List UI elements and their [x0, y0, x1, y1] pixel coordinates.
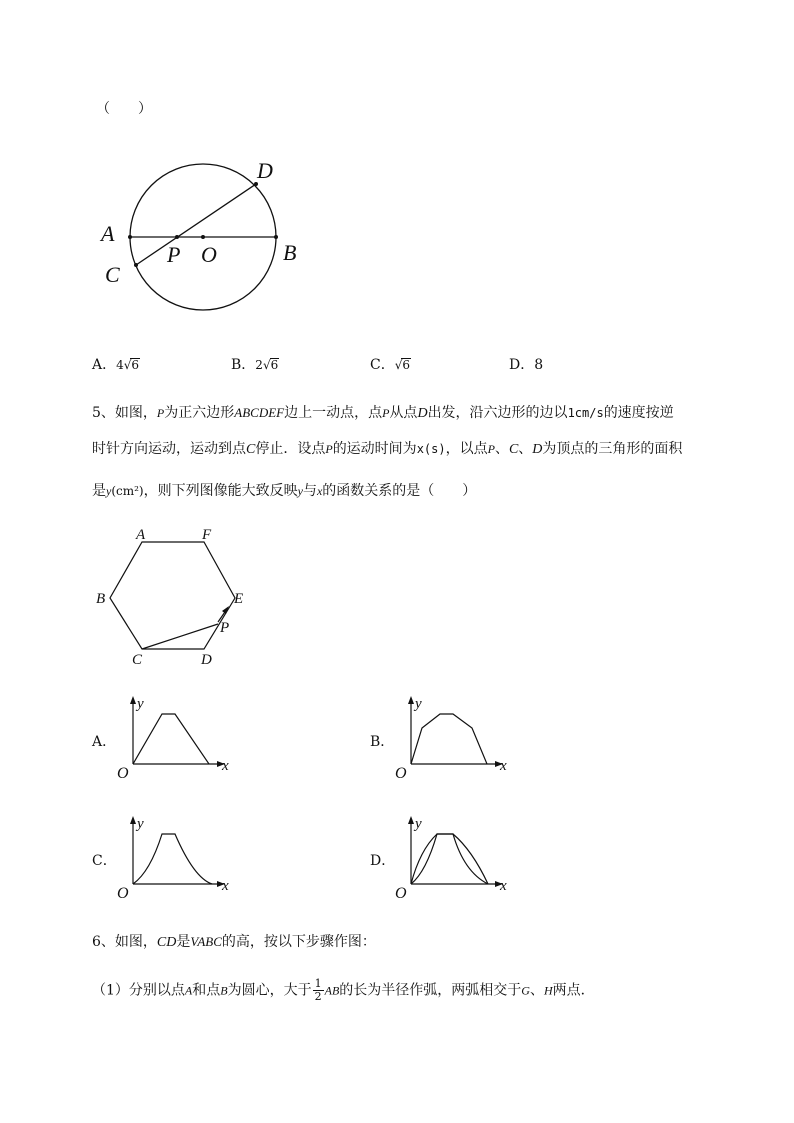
label-a: A [101, 221, 115, 246]
curve-d-1 [411, 834, 488, 884]
svg-text:O: O [395, 765, 407, 782]
svg-text:y: y [137, 816, 144, 832]
point-b [274, 235, 278, 239]
svg-text:y: y [415, 696, 422, 712]
svg-text:x: x [222, 758, 229, 774]
q5-option-a[interactable]: A． [92, 734, 117, 750]
q6-stem-line1: 6、如图，CD是VABC的高，按以下步骤作图： [92, 934, 376, 950]
q4-option-d[interactable] [509, 354, 543, 374]
q4-option-c[interactable]: C．√6 [370, 357, 411, 373]
svg-text:O: O [395, 885, 407, 902]
q6-step1: （1）分别以点A和点B为圆心，大于 $\frac{1}{2}$ AB的长为半径作弧，两弧相交于G、H两点． [92, 977, 595, 1003]
hex-label-c: C [132, 652, 143, 668]
circle-figure [95, 150, 315, 340]
label-c: C [105, 262, 120, 287]
hex-label-f: F [202, 527, 212, 543]
y-arrow-icon [408, 816, 414, 824]
hexagon-outline [110, 542, 235, 649]
curve-c [133, 834, 212, 884]
label-p: P [167, 242, 181, 267]
point-p [175, 235, 179, 239]
point-o [201, 235, 205, 239]
option-value: 8 [534, 357, 544, 373]
label-d: D [257, 158, 273, 183]
q5-option-b[interactable]: B． [370, 734, 395, 750]
q4-option-b[interactable]: B．2√6 [231, 357, 279, 373]
y-arrow-icon [130, 696, 136, 704]
svg-text:x: x [500, 758, 507, 774]
option-letter: C． [370, 357, 395, 373]
q5-option-c[interactable]: C． [92, 853, 117, 869]
q5-option-d[interactable]: D． [370, 853, 396, 869]
hex-label-p: P [220, 620, 230, 636]
option-radicand: 6 [131, 358, 140, 372]
answer-parentheses: （ ） [96, 101, 152, 117]
graph-b [390, 690, 520, 785]
option-coef: 2 [255, 358, 263, 372]
svg-text:y: y [415, 816, 422, 832]
hex-label-a: A [136, 527, 146, 543]
svg-text:x: x [222, 878, 229, 894]
graph-d [390, 810, 520, 905]
svg-text:x: x [500, 878, 507, 894]
graph-c [112, 810, 242, 905]
point-c [134, 263, 138, 267]
option-coef: 4 [116, 358, 124, 372]
option-radicand: 6 [270, 358, 279, 372]
fraction-one-half: $\frac{1}{2}$ [314, 977, 322, 1003]
label-o: O [201, 242, 217, 267]
q5-stem-line1: 5、如图，P为正六边形ABCDEF边上一动点，点P从点D出发，沿六边形的边以1cm/s的速度按逆 [92, 405, 674, 421]
hexagon-figure [92, 525, 262, 670]
point-a [128, 235, 132, 239]
svg-text:O: O [117, 885, 129, 902]
y-arrow-icon [130, 816, 136, 824]
option-letter: D． [509, 357, 535, 373]
hex-label-e: E [234, 591, 244, 607]
q4-option-a[interactable]: A．4√6 [92, 357, 140, 373]
q5-stem-line2: 时针方向运动，运动到点C停止．设点P的运动时间为x(s)，以点P、C、D为顶点的三角形的面积 [92, 441, 683, 457]
option-radicand: 6 [402, 358, 411, 372]
curve-b [411, 714, 487, 764]
svg-text:O: O [117, 765, 129, 782]
hex-label-b: B [96, 591, 106, 607]
option-letter: B． [231, 357, 256, 373]
graph-a [112, 690, 242, 785]
option-letter: A． [92, 357, 117, 373]
q5-stem-line3: 是y(cm²)，则下列图像能大致反映y与x的函数关系的是（ ） [92, 483, 477, 499]
label-b: B [283, 240, 297, 265]
hex-label-d: D [201, 652, 212, 668]
chord-cd [136, 184, 256, 265]
y-arrow-icon [408, 696, 414, 704]
svg-text:y: y [137, 696, 144, 712]
curve-a [133, 714, 209, 764]
